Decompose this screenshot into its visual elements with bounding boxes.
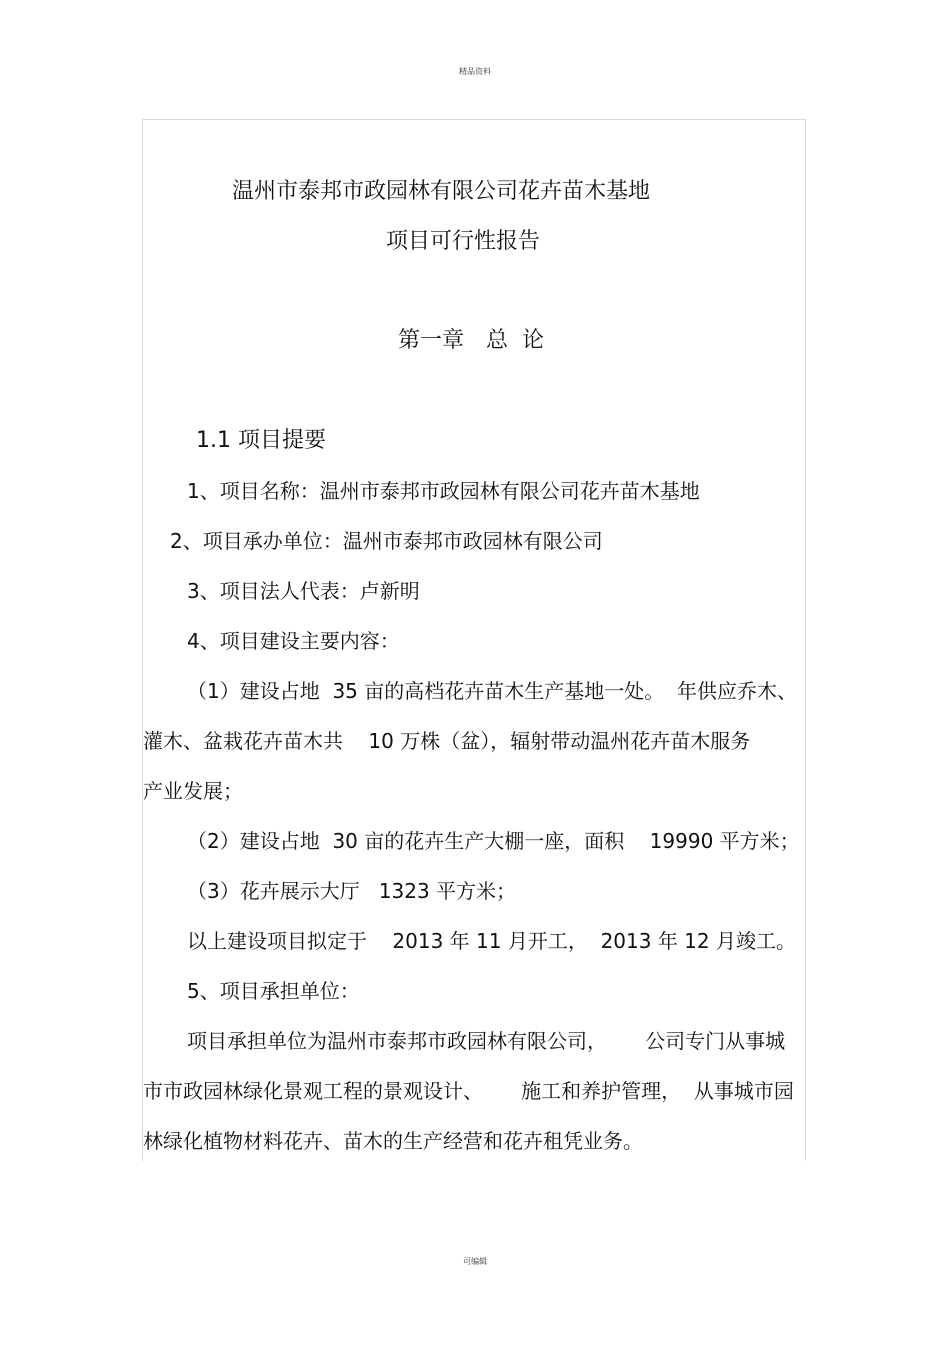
item-content-heading: 4、项目建设主要内容： — [187, 629, 400, 653]
section-heading: 1.1 项目提要 — [196, 428, 326, 453]
content-paragraph-1-line3: 产业发展； — [143, 779, 243, 803]
header-note: 精品资料 — [459, 67, 491, 76]
item-legal-rep: 3、项目法人代表：卢新明 — [187, 579, 420, 603]
report-title-line2: 项目可行性报告 — [386, 229, 541, 254]
undertaking-paragraph-line2: 市市政园林绿化景观工程的景观设计、 施工和养护管理， 从事城市园 — [143, 1079, 794, 1103]
report-title-line1: 温州市泰邦市政园林有限公司花卉苗木基地 — [232, 179, 651, 204]
item-undertaking-unit: 5、项目承担单位： — [187, 979, 360, 1003]
item-organizer: 2、项目承办单位：温州市泰邦市政园林有限公司 — [170, 529, 603, 553]
content-paragraph-1-line1: （1）建设占地 35 亩的高档花卉苗木生产基地一处。 年供应乔木、 — [187, 679, 797, 703]
schedule-line: 以上建设项目拟定于 2013 年 11 月开工， 2013 年 12 月竣工。 — [187, 929, 796, 953]
footer-note: 可编辑 — [463, 1257, 487, 1266]
undertaking-paragraph-line3: 林绿化植物材料花卉、苗木的生产经营和花卉租凭业务。 — [143, 1129, 643, 1153]
content-paragraph-1-line2: 灌木、盆栽花卉苗木共 10 万株（盆），辐射带动温州花卉苗木服务 — [143, 729, 751, 753]
content-item-2: （2）建设占地 30 亩的花卉生产大棚一座，面积 19990 平方米； — [187, 829, 800, 853]
item-project-name: 1、项目名称：温州市泰邦市政园林有限公司花卉苗木基地 — [187, 479, 700, 503]
content-item-3: （3）花卉展示大厅 1323 平方米； — [187, 879, 517, 903]
chapter-heading: 第一章 总 论 — [398, 328, 544, 353]
undertaking-paragraph-line1: 项目承担单位为温州市泰邦市政园林有限公司， 公司专门从事城 — [187, 1029, 786, 1053]
